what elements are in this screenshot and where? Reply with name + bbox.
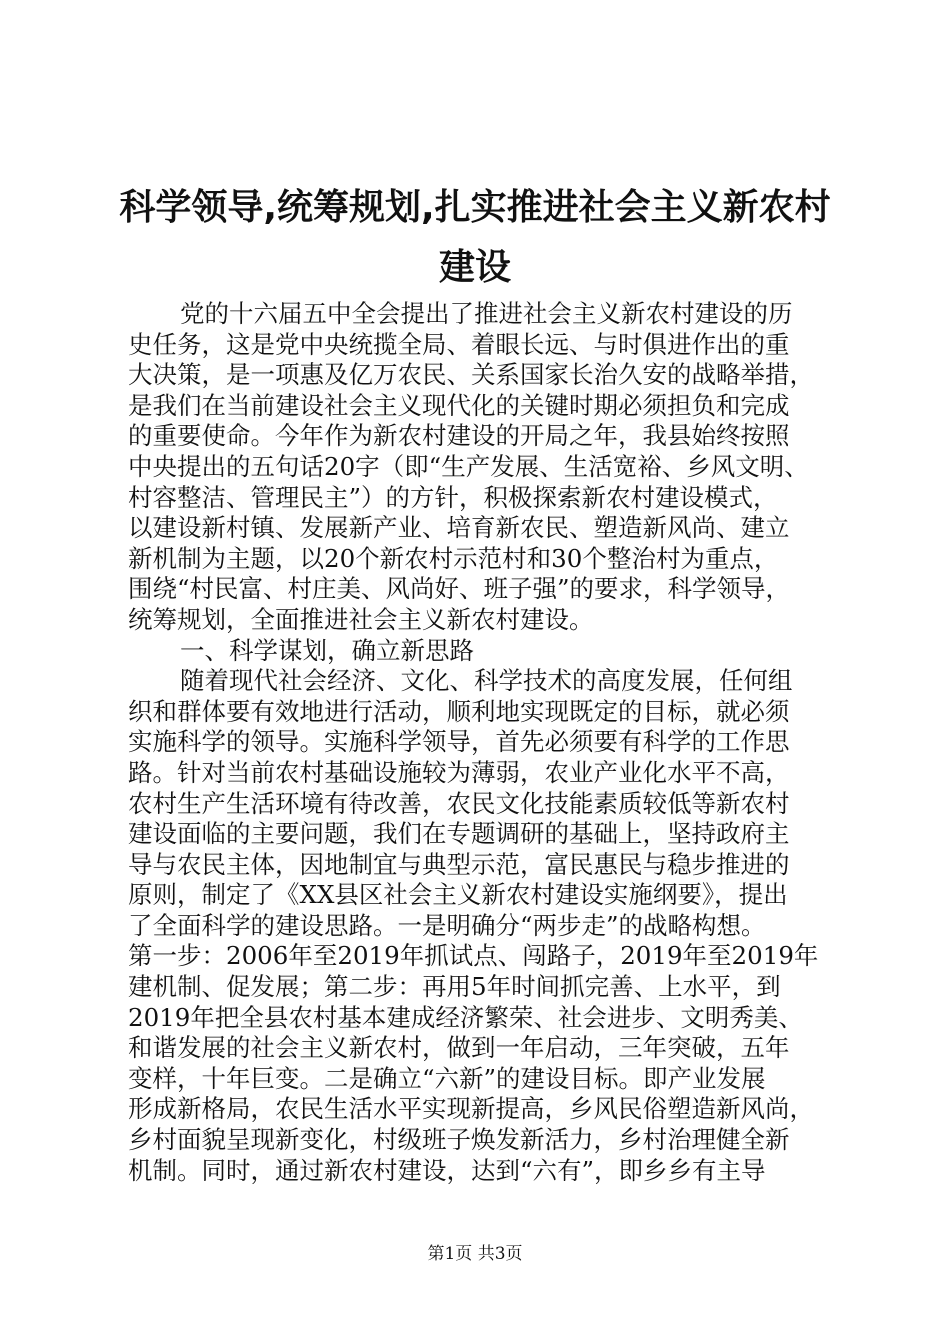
body-line: 新机制为主题，以20个新农村示范村和30个整治村为重点， [128, 543, 779, 573]
body-line: 史任务，这是党中央统揽全局、着眼长远、与时俱进作出的重 [128, 329, 790, 359]
document-title-line-2: 建设 [438, 247, 511, 288]
body-line: 2019年把全县农村基本建成经济繁荣、社会进步、文明秀美、 [128, 1002, 803, 1032]
body-line: 原则，制定了《XX县区社会主义新农村建设实施纲要》，提出 [128, 880, 788, 910]
body-line: 农村生产生活环境有待改善，农民文化技能素质较低等新农村 [128, 788, 790, 818]
body-line: 大决策，是一项惠及亿万农民、关系国家长治久安的战略举措， [128, 360, 814, 390]
body-line: 织和群体要有效地进行活动，顺利地实现既定的目标，就必须 [128, 696, 790, 726]
body-line: 实施科学的领导。实施科学领导，首先必须要有科学的工作思 [128, 727, 790, 757]
body-line: 是我们在当前建设社会主义现代化的关键时期必须担负和完成 [128, 390, 790, 420]
body-line: 围绕“村民富、村庄美、风尚好、班子强”的要求，科学领导， [128, 574, 791, 604]
body-line: 建设面临的主要问题，我们在专题调研的基础上，坚持政府主 [128, 819, 790, 849]
body-line: 路。针对当前农村基础设施较为薄弱，农业产业化水平不高， [128, 757, 790, 787]
document-body [128, 299, 838, 1186]
body-line: 随着现代社会经济、文化、科学技术的高度发展，任何组 [180, 666, 793, 696]
body-line: 形成新格局，农民生活水平实现新提高，乡风民俗塑造新风尚， [128, 1094, 814, 1124]
body-line: 统筹规划，全面推进社会主义新农村建设。 [128, 604, 594, 634]
page-footer: 第1页 共3页 [427, 1244, 523, 1264]
body-line: 乡村面貌呈现新变化，村级班子焕发新活力，乡村治理健全新 [128, 1125, 790, 1155]
body-line: 建机制、促发展；第二步：再用5年时间抓完善、上水平，到 [128, 972, 781, 1002]
body-line: 党的十六届五中全会提出了推进社会主义新农村建设的历 [180, 299, 793, 328]
body-line: 中央提出的五句话20字（即“生产发展、生活宽裕、乡风文明、 [128, 451, 809, 481]
body-line: 第一步：2006年至2019年抓试点、闯路子，2019年至2019年 [128, 941, 819, 971]
body-line: 以建设新村镇、发展新产业、培育新农民、塑造新风尚、建立 [128, 513, 790, 543]
body-line: 的重要使命。今年作为新农村建设的开局之年，我县始终按照 [128, 421, 790, 451]
body-line: 导与农民主体，因地制宜与典型示范，富民惠民与稳步推进的 [128, 849, 790, 879]
section-heading: 一、科学谋划，确立新思路 [180, 635, 474, 665]
body-line: 和谐发展的社会主义新农村，做到一年启动，三年突破，五年 [128, 1033, 790, 1063]
body-line: 了全面科学的建设思路。一是明确分“两步走”的战略构想。 [128, 910, 766, 940]
body-line: 村容整洁、管理民主”）的方针，积极探索新农村建设模式， [128, 482, 778, 512]
body-line: 变样，十年巨变。二是确立“六新”的建设目标。即产业发展 [128, 1063, 766, 1093]
document-title-line-1: 科学领导,统筹规划,扎实推进社会主义新农村 [119, 187, 831, 228]
body-line: 机制。同时，通过新农村建设，达到“六有”，即乡乡有主导 [128, 1155, 766, 1185]
